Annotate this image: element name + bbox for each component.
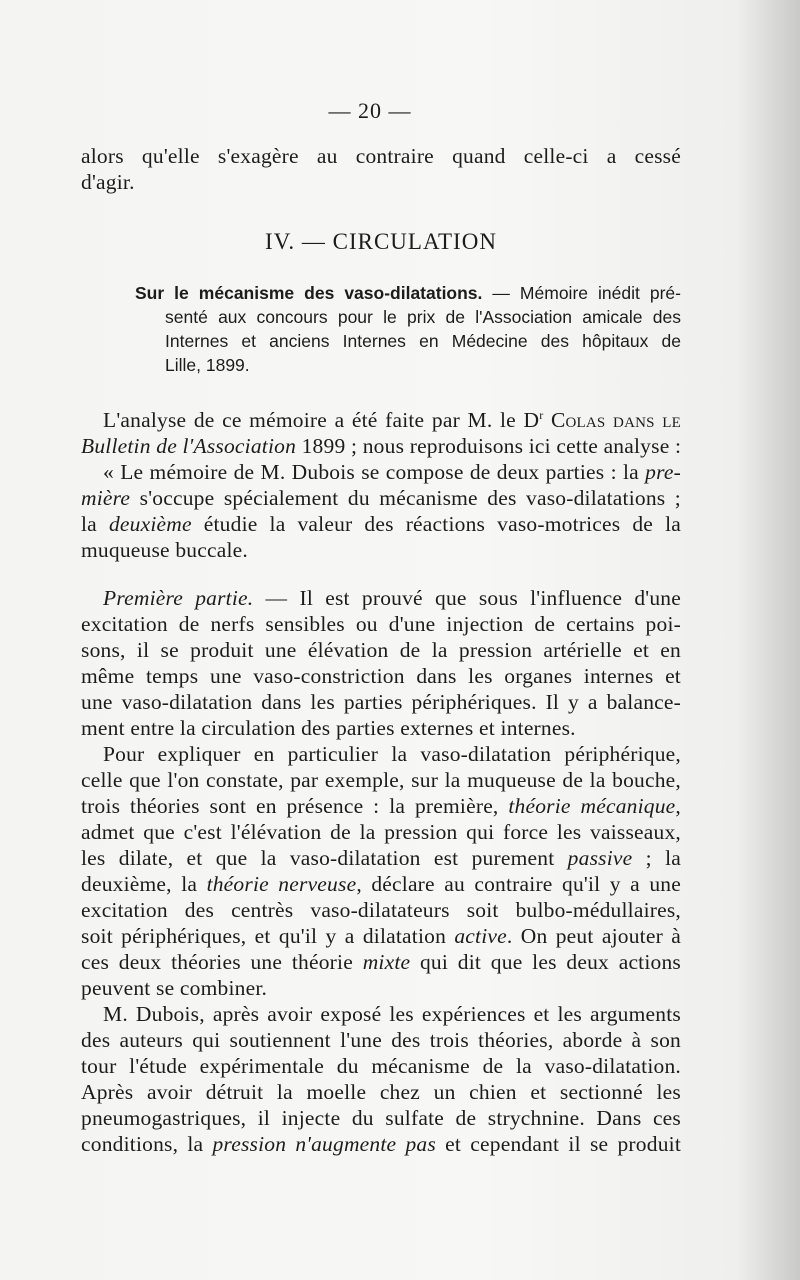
text-run: les dilate, et que la vaso-dilatation est purement xyxy=(81,846,568,870)
text-line: des auteurs qui soutiennent l'une des trois théories, aborde à son xyxy=(81,1028,681,1052)
italic-run: passive xyxy=(567,846,633,870)
superscript: r xyxy=(539,407,544,422)
italic-run: théorie nerveuse xyxy=(206,872,357,896)
paragraph-analysis xyxy=(81,407,681,563)
text-line: muqueuse buccale. xyxy=(81,538,248,562)
paragraph-first-part xyxy=(81,585,681,741)
text-run: , xyxy=(675,794,681,818)
text-column xyxy=(81,143,681,1157)
text-line: excitation des centrès vaso-dilatateurs soit bulbo-médullaires, xyxy=(81,898,681,922)
italic-run: pression n'augmente pas xyxy=(212,1132,436,1156)
text-line xyxy=(81,485,681,511)
text-line: d'agir. xyxy=(81,170,135,194)
text-line xyxy=(81,511,681,537)
text-line: sons, il se produit une élévation de la pression artérielle et en xyxy=(81,638,681,662)
text-run: étudie la valeur des réactions vaso-motrices de la xyxy=(191,512,681,536)
page-number: — 20 — xyxy=(328,98,412,123)
memoir-title: Sur le mécanisme des vaso-dilatations. xyxy=(135,283,483,303)
text-line: une vaso-dilatation dans les parties périphériques. Il y a balance- xyxy=(81,690,681,714)
text-line: alors qu'elle s'exagère au contraire quand celle-ci a cessé xyxy=(81,144,681,168)
text-run: trois théories sont en présence : la première, xyxy=(81,794,509,818)
text-line: M. Dubois, après avoir exposé les expériences et les arguments xyxy=(103,1002,681,1026)
text-line: ment entre la circulation des parties externes et internes. xyxy=(81,716,576,740)
text-run: , déclare au contraire qu'il y a une xyxy=(356,872,681,896)
italic-run: mière xyxy=(81,486,131,510)
italic-run: théorie mécanique xyxy=(508,794,676,818)
text-run: — Il est prouvé que sous l'influence d'une xyxy=(253,586,681,610)
memoir-line: Lille, 1899. xyxy=(165,355,250,375)
italic-run: deuxième xyxy=(108,512,192,536)
text-line xyxy=(81,923,681,949)
section-heading: IV. — CIRCULATION xyxy=(265,229,497,254)
text-line: même temps une vaso-constriction dans les organes internes et xyxy=(81,664,681,688)
text-line xyxy=(81,845,681,871)
text-run: L'analyse de ce mémoire a été faite par M. le D xyxy=(103,408,540,432)
text-run: conditions, la xyxy=(81,1132,213,1156)
memoir-entry xyxy=(81,281,681,377)
italic-run: active xyxy=(454,924,507,948)
text-run: ; la xyxy=(632,846,681,870)
text-line xyxy=(81,407,681,433)
text-line: celle que l'on constate, par exemple, sur la muqueuse de la bouche, xyxy=(81,768,681,792)
text-line: Après avoir détruit la moelle chez un chien et sectionné les xyxy=(81,1080,681,1104)
text-line xyxy=(81,871,681,897)
memoir-line: Internes et anciens Internes en Médecine des hôpitaux de xyxy=(165,331,681,351)
text-line: peuvent se combiner. xyxy=(81,976,268,1000)
text-line xyxy=(81,1131,681,1157)
italic-run: Bulletin de l'Association xyxy=(81,434,297,458)
paragraph-dubois xyxy=(81,1001,681,1157)
text-run: et cependant il se produit xyxy=(435,1132,681,1156)
text-line xyxy=(81,459,681,485)
memoir-subtitle: — Mémoire inédit pré- xyxy=(482,283,681,303)
text-run: Colas dans le xyxy=(543,408,681,432)
text-run: « Le mémoire de M. Dubois se compose de deux parties : la xyxy=(103,460,646,484)
text-line xyxy=(81,793,681,819)
text-line: pneumogastriques, il injecte du sulfate de strychnine. Dans ces xyxy=(81,1106,681,1130)
text-run: ces deux théories une théorie xyxy=(81,950,363,974)
text-run: soit périphériques, et qu'il y a dilatation xyxy=(81,924,455,948)
text-run: s'occupe spécialement du mécanisme des vaso-dilatations ; xyxy=(130,486,681,510)
italic-run: Première partie. xyxy=(103,586,254,610)
text-line: admet que c'est l'élévation de la pression qui force les vaisseaux, xyxy=(81,820,681,844)
text-line xyxy=(81,585,681,611)
italic-run: pre- xyxy=(645,460,681,484)
italic-run: mixte xyxy=(362,950,411,974)
memoir-title-line xyxy=(81,281,681,305)
text-run: qui dit que les deux actions xyxy=(410,950,681,974)
text-line: Pour expliquer en particulier la vaso-dilatation périphérique, xyxy=(103,742,681,766)
text-run: deuxième, la xyxy=(81,872,207,896)
text-run: la xyxy=(81,512,109,536)
text-run: . On peut ajouter à xyxy=(506,924,681,948)
text-line: excitation de nerfs sensibles ou d'une injection de certains poi- xyxy=(81,612,681,636)
memoir-line: senté aux concours pour le prix de l'Association amicale des xyxy=(165,307,681,327)
text-line xyxy=(81,433,681,459)
text-run: 1899 ; nous reproduisons ici cette analyse : xyxy=(296,434,682,458)
text-line: tour l'étude expérimentale du mécanisme de la vaso-dilatation. xyxy=(81,1054,681,1078)
paragraph-theories xyxy=(81,741,681,1001)
text-line xyxy=(81,949,681,975)
